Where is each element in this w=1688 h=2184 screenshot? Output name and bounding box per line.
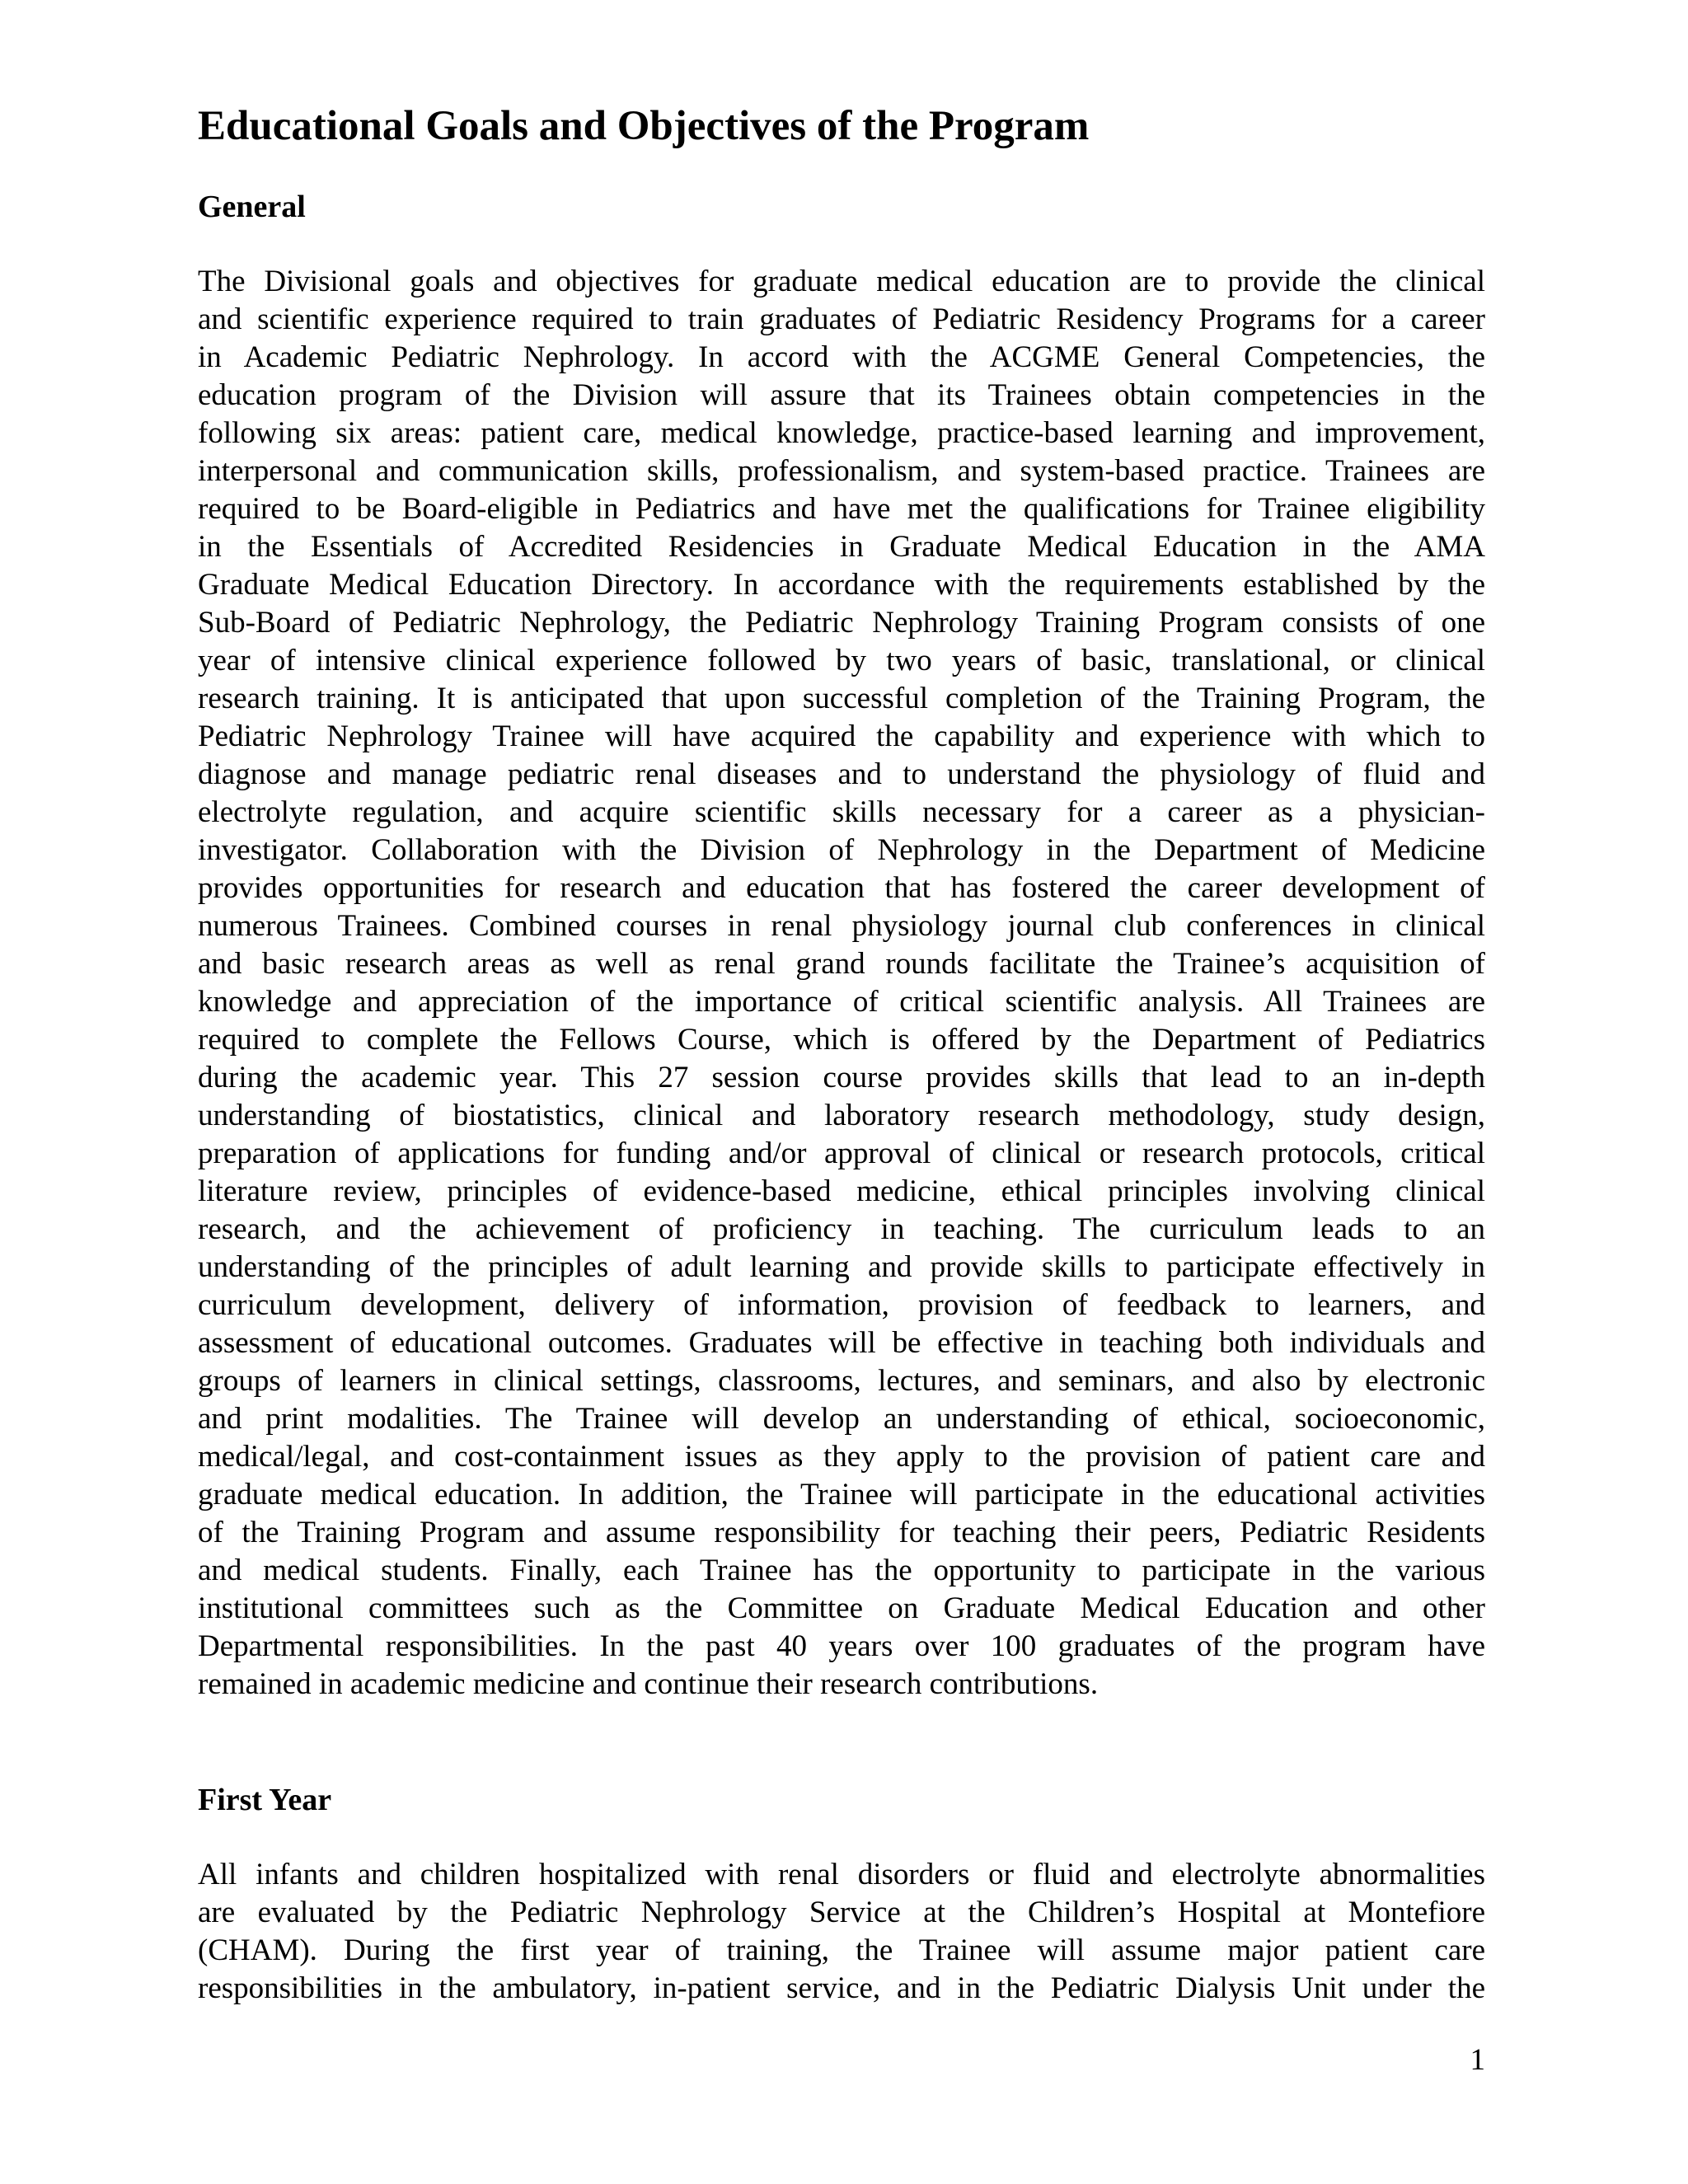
paragraph-line: electrolyte regulation, and acquire scientific skills necessary for a career as a physician- — [198, 795, 1485, 829]
paragraph-line: groups of learners in clinical settings, classrooms, lectures, and seminars, and also by electronic — [198, 1364, 1485, 1398]
paragraph-line: and basic research areas as well as renal grand rounds facilitate the Trainee’s acquisition of — [198, 947, 1485, 981]
paragraph-line: of the Training Program and assume responsibility for teaching their peers, Pediatric Residents — [198, 1516, 1485, 1549]
paragraph-line: research training. It is anticipated that upon successful completion of the Training Program, the — [198, 682, 1485, 715]
paragraph-line: literature review, principles of evidence-based medicine, ethical principles involving clinical — [198, 1174, 1485, 1208]
paragraph-line: graduate medical education. In addition, the Trainee will participate in the educational activities — [198, 1478, 1485, 1511]
paragraph-line: The Divisional goals and objectives for graduate medical education are to provide the clinical — [198, 265, 1485, 298]
page-number: 1 — [1470, 2043, 1485, 2077]
paragraph-line: year of intensive clinical experience followed by two years of basic, translational, or clinical — [198, 644, 1485, 677]
paragraph-line: Graduate Medical Education Directory. In accordance with the requirements established by the — [198, 568, 1485, 602]
paragraph-line: responsibilities in the ambulatory, in-patient service, and in the Pediatric Dialysis Unit under the — [198, 1971, 1485, 2005]
paragraph-line: are evaluated by the Pediatric Nephrology Service at the Children’s Hospital at Montefiore — [198, 1896, 1485, 1929]
paragraph-line: preparation of applications for funding and/or approval of clinical or research protocols, critical — [198, 1137, 1485, 1170]
section-body-first-year — [198, 1856, 1485, 2008]
paragraph-line: provides opportunities for research and education that has fostered the career development of — [198, 871, 1485, 905]
paragraph-line: in Academic Pediatric Nephrology. In accord with the ACGME General Competencies, the — [198, 340, 1485, 374]
paragraph-line: Sub-Board of Pediatric Nephrology, the Pediatric Nephrology Training Program consists of one — [198, 606, 1485, 640]
paragraph-line: remained in academic medicine and continue their research contributions. — [198, 1667, 1099, 1701]
page-title: Educational Goals and Objectives of the Program — [198, 103, 1090, 149]
paragraph-line: and scientific experience required to train graduates of Pediatric Residency Programs for a career — [198, 302, 1485, 336]
paragraph-line: Pediatric Nephrology Trainee will have acquired the capability and experience with which to — [198, 719, 1485, 753]
paragraph-line: following six areas: patient care, medical knowledge, practice-based learning and improvement, — [198, 416, 1485, 450]
paragraph-line: education program of the Division will assure that its Trainees obtain competencies in the — [198, 378, 1485, 412]
paragraph-line: numerous Trainees. Combined courses in renal physiology journal club conferences in clinical — [198, 909, 1485, 943]
paragraph-line: Departmental responsibilities. In the past 40 years over 100 graduates of the program have — [198, 1629, 1485, 1663]
section-body-general — [198, 263, 1485, 1704]
paragraph-line: medical/legal, and cost-containment issues as they apply to the provision of patient care and — [198, 1440, 1485, 1474]
paragraph-line: knowledge and appreciation of the importance of critical scientific analysis. All Trainees are — [198, 985, 1485, 1019]
paragraph-line: research, and the achievement of proficiency in teaching. The curriculum leads to an — [198, 1212, 1485, 1246]
paragraph-line: investigator. Collaboration with the Division of Nephrology in the Department of Medicine — [198, 833, 1485, 867]
paragraph-line: understanding of biostatistics, clinical and laboratory research methodology, study design, — [198, 1099, 1485, 1132]
paragraph-line: interpersonal and communication skills, professionalism, and system-based practice. Trainees are — [198, 454, 1485, 488]
paragraph-line: institutional committees such as the Committee on Graduate Medical Education and other — [198, 1591, 1485, 1625]
section-heading-first-year: First Year — [198, 1783, 332, 1817]
paragraph-line: required to complete the Fellows Course, which is offered by the Department of Pediatrics — [198, 1023, 1485, 1057]
paragraph-line: and print modalities. The Trainee will develop an understanding of ethical, socioeconomic, — [198, 1402, 1485, 1436]
section-heading-general: General — [198, 190, 306, 224]
paragraph-line: diagnose and manage pediatric renal diseases and to understand the physiology of fluid and — [198, 757, 1485, 791]
paragraph-line: curriculum development, delivery of information, provision of feedback to learners, and — [198, 1288, 1485, 1322]
document-page — [198, 0, 1485, 2184]
paragraph-line: and medical students. Finally, each Trainee has the opportunity to participate in the various — [198, 1554, 1485, 1587]
paragraph-line: understanding of the principles of adult learning and provide skills to participate effectively in — [198, 1250, 1485, 1284]
paragraph-line: in the Essentials of Accredited Residencies in Graduate Medical Education in the AMA — [198, 530, 1485, 564]
paragraph-line: (CHAM). During the first year of training, the Trainee will assume major patient care — [198, 1933, 1485, 1967]
paragraph-line: during the academic year. This 27 session course provides skills that lead to an in-depth — [198, 1061, 1485, 1094]
paragraph-line: All infants and children hospitalized with renal disorders or fluid and electrolyte abnormalities — [198, 1858, 1485, 1891]
paragraph-line: assessment of educational outcomes. Graduates will be effective in teaching both individuals and — [198, 1326, 1485, 1360]
paragraph-line: required to be Board-eligible in Pediatrics and have met the qualifications for Trainee eligibility — [198, 492, 1485, 526]
